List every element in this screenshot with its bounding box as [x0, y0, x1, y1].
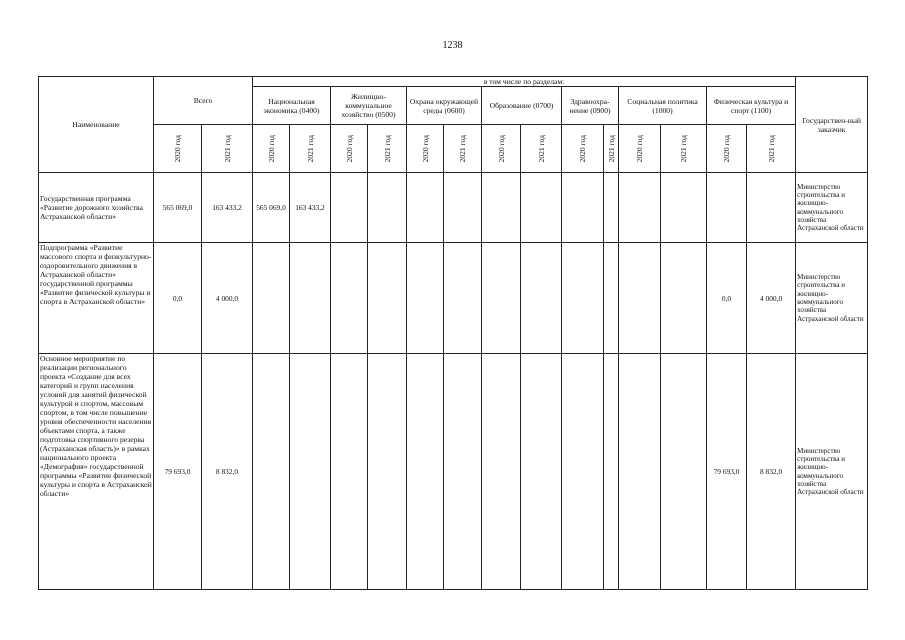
header-section-1000: Социальная политика (1000) — [619, 87, 707, 125]
empty-cell — [407, 243, 444, 354]
year-label: 2020 год — [496, 134, 506, 163]
econ-2020: 565 069,0 — [253, 173, 290, 243]
empty-cell — [331, 354, 368, 590]
year-label: 2020 год — [266, 134, 276, 163]
empty-cell — [661, 354, 707, 590]
header-year-cell — [562, 125, 604, 173]
year-label: 2021 год — [458, 134, 467, 163]
header-year-cell — [444, 125, 482, 173]
header-section-0900: Здравоохра-нение (0900) — [562, 87, 619, 125]
row-name: Государственная программа «Развитие дорожного хозяйства Астраханской области» — [39, 173, 154, 243]
year-label: 2021 год — [679, 134, 688, 163]
empty-cell — [619, 354, 661, 590]
year-label: 2020 год — [578, 134, 587, 163]
empty-cell — [444, 354, 482, 590]
header-section-0700: Образование (0700) — [482, 87, 562, 125]
econ-2021: 163 433,2 — [290, 173, 331, 243]
year-label: 2021 год — [606, 134, 616, 163]
empty-cell — [331, 173, 368, 243]
header-year-cell — [482, 125, 521, 173]
header-section-1100: Физическая культура и спорт (1100) — [707, 87, 796, 125]
vsego-2021: 8 832,0 — [202, 354, 253, 590]
header-razdely: в том числе по разделам: — [253, 77, 796, 87]
year-label: 2021 год — [222, 134, 232, 163]
row-name: Подпрограмма «Развитие массового спорта и физкультурно-оздоровительного движения в Астраханской области» государственной программы «Развитие физической культуры и спорта в Астраханской области» — [39, 243, 154, 354]
empty-cell — [444, 243, 482, 354]
sport-2020: 79 693,0 — [707, 354, 747, 590]
empty-cell — [482, 243, 521, 354]
empty-cell — [521, 354, 562, 590]
econ-2020 — [253, 354, 290, 590]
header-year-cell — [521, 125, 562, 173]
table-row — [39, 173, 868, 243]
empty-cell — [604, 243, 619, 354]
empty-cell — [661, 243, 707, 354]
budget-table — [38, 76, 868, 590]
year-label: 2021 год — [766, 134, 776, 163]
header-year-cell — [290, 125, 331, 173]
empty-cell — [482, 354, 521, 590]
econ-2020 — [253, 243, 290, 354]
header-year-cell — [253, 125, 290, 173]
year-label: 2020 год — [635, 134, 644, 163]
header-naimenovanie: Наименование — [39, 77, 154, 173]
empty-cell — [407, 173, 444, 243]
header-year-cell — [368, 125, 407, 173]
header-section-0400: Национальная экономика (0400) — [253, 87, 331, 125]
header-year-cell — [154, 125, 202, 173]
empty-cell — [368, 243, 407, 354]
empty-cell — [619, 173, 661, 243]
header-section-0600: Охрана окружающей среды (0600) — [407, 87, 482, 125]
year-label: 2021 год — [382, 134, 392, 163]
page-number: 1238 — [442, 40, 463, 51]
empty-cell — [604, 173, 619, 243]
empty-cell — [444, 173, 482, 243]
customer: Министерство строительства и жилищно-коммунального хозяйства Астраханской области — [796, 354, 868, 590]
empty-cell — [482, 173, 521, 243]
header-year-cell — [619, 125, 661, 173]
year-label: 2020 год — [420, 134, 430, 163]
econ-2021 — [290, 354, 331, 590]
empty-cell — [562, 354, 604, 590]
sport-2021: 8 832,0 — [747, 354, 796, 590]
year-label: 2020 год — [173, 134, 182, 163]
year-label: 2021 год — [305, 134, 315, 163]
header-zakazchik: Государствен-ный заказчик — [796, 77, 868, 173]
header-vsego: Всего — [154, 77, 253, 125]
sport-2021 — [747, 173, 796, 243]
header-year-cell — [604, 125, 619, 173]
row-name: Основное мероприятие по реализации регионального проекта «Создание для всех категорий и групп населения условий для занятий физической культурой и спортом, массовым спортом, в том числе повышение уровня обеспеченности населения объектами спорта, а также подготовка спортивного резерва (Астраханская область)» в рамках национального проекта «Демография» государственной программы «Развитие физической культуры и спорта в Астраханской области» — [39, 354, 154, 590]
table-row — [39, 243, 868, 354]
vsego-2020: 0,0 — [154, 243, 202, 354]
sport-2020: 0,0 — [707, 243, 747, 354]
vsego-2021: 4 000,0 — [202, 243, 253, 354]
empty-cell — [368, 173, 407, 243]
empty-cell — [562, 173, 604, 243]
empty-cell — [521, 243, 562, 354]
econ-2021 — [290, 243, 331, 354]
empty-cell — [407, 354, 444, 590]
table-row — [39, 354, 868, 590]
sport-2021: 4 000,0 — [747, 243, 796, 354]
header-year-cell — [707, 125, 747, 173]
customer: Министерство строительства и жилищно-коммунального хозяйства Астраханской области — [796, 173, 868, 243]
empty-cell — [331, 243, 368, 354]
header-year-cell — [202, 125, 253, 173]
year-label: 2020 год — [344, 134, 354, 163]
vsego-2020: 565 069,0 — [154, 173, 202, 243]
year-label: 2020 год — [722, 134, 731, 163]
header-year-cell — [747, 125, 796, 173]
header-year-cell — [661, 125, 707, 173]
sport-2020 — [707, 173, 747, 243]
header-section-0500: Жилищно-коммунальное хозяйство (0500) — [331, 87, 407, 125]
year-label: 2021 год — [536, 134, 546, 163]
empty-cell — [661, 173, 707, 243]
customer: Министерство строительства и жилищно-коммунального хозяйства Астраханской области — [796, 243, 868, 354]
vsego-2020: 79 693,0 — [154, 354, 202, 590]
empty-cell — [368, 354, 407, 590]
empty-cell — [619, 243, 661, 354]
empty-cell — [604, 354, 619, 590]
empty-cell — [521, 173, 562, 243]
header-year-cell — [407, 125, 444, 173]
header-year-cell — [331, 125, 368, 173]
empty-cell — [562, 243, 604, 354]
vsego-2021: 163 433,2 — [202, 173, 253, 243]
